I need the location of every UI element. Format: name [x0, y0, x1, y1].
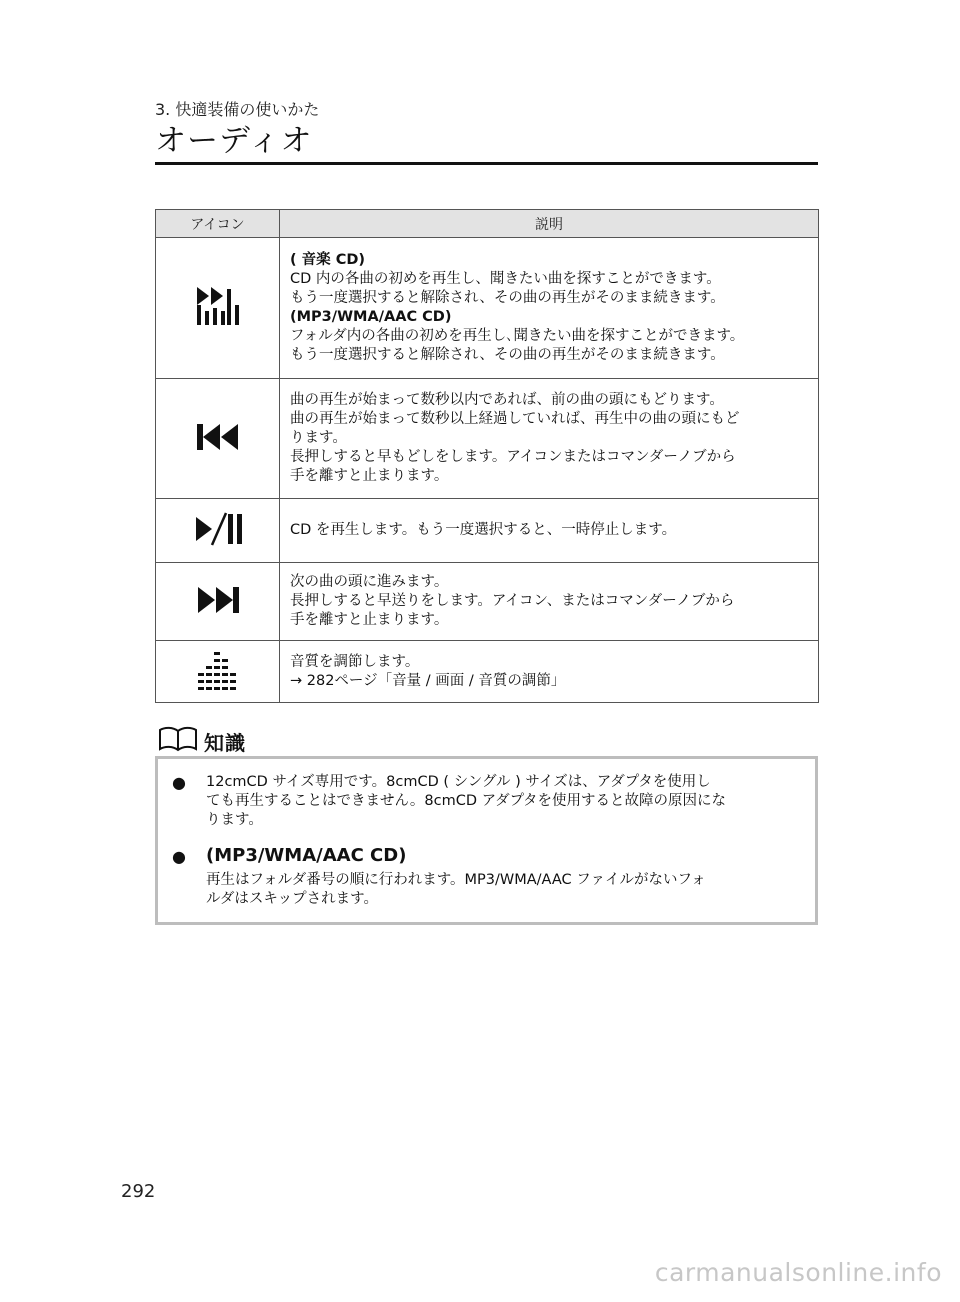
list-item	[172, 773, 802, 830]
table-row	[156, 641, 819, 703]
knowledge-heading	[158, 727, 246, 755]
icon-cell	[156, 379, 280, 499]
section-title: オーディオ	[155, 123, 313, 159]
description-cell	[280, 563, 819, 641]
description-cell	[280, 379, 819, 499]
header-rule	[155, 162, 818, 165]
knowledge-line: 再生はフォルダ番号の順に行われます。MP3/WMA/AAC ファイルがないフォ	[206, 872, 706, 888]
page-reference-link[interactable]: → 282ページ「音量 / 画面 / 音質の調節」	[290, 672, 566, 689]
knowledge-item-title: (MP3/WMA/AAC CD)	[206, 845, 407, 866]
desc-line: 長押しすると早送りをします。アイコン、またはコマンダーノブから	[290, 593, 735, 609]
desc-line: 手を離すと止まります。	[290, 468, 449, 484]
previous-track-icon	[195, 437, 241, 456]
desc-line: もう一度選択すると解除され、その曲の再生がそのまま続きます。	[290, 290, 725, 306]
desc-line: もう一度選択すると解除され、その曲の再生がそのまま続きます。	[290, 347, 725, 363]
desc-line: CD を再生します。もう一度選択すると、一時停止します。	[290, 522, 677, 538]
icon-cell	[156, 499, 280, 563]
desc-line: 次の曲の頭に進みます。	[290, 574, 449, 590]
table-row	[156, 238, 819, 379]
desc-line: 長押しすると早もどしをします。アイコンまたはコマンダーノブから	[290, 449, 736, 465]
knowledge-line: ルダはスキップされます。	[206, 891, 378, 907]
page-number: 292	[121, 1181, 156, 1202]
next-track-icon	[195, 600, 241, 619]
bullet: ●	[172, 773, 186, 792]
desc-line: 曲の再生が始まって数秒以内であれば、前の曲の頭にもどります。	[290, 392, 724, 408]
page-header	[155, 100, 817, 160]
desc-line: ります。	[290, 430, 347, 446]
desc-line: CD 内の各曲の初めを再生し、聞きたい曲を探すことができます。	[290, 271, 721, 287]
icon-description-table	[155, 209, 819, 703]
list-item	[172, 845, 802, 909]
icon-cell	[156, 238, 280, 379]
description-cell	[280, 499, 819, 563]
chapter-heading: 3. 快適装備の使いかた	[155, 100, 320, 119]
knowledge-box	[155, 756, 818, 925]
knowledge-line: 12cmCD サイズ専用です。8cmCD ( シングル ) サイズは、アダプタを使用し	[206, 774, 711, 790]
desc-line: 音質を調節します。	[290, 653, 420, 670]
book-icon	[158, 726, 198, 756]
table-row	[156, 499, 819, 563]
desc-line: フォルダ内の各曲の初めを再生し､聞きたい曲を探すことができます。	[290, 328, 745, 344]
knowledge-label: 知識	[204, 730, 246, 755]
knowledge-line: ります。	[206, 812, 263, 828]
column-header-icon: アイコン	[156, 210, 280, 238]
desc-line: 手を離すと止まります。	[290, 612, 449, 628]
desc-line: 曲の再生が始まって数秒以上経過していれば、再生中の曲の頭にもど	[290, 411, 740, 427]
column-header-description: 説明	[280, 210, 819, 238]
icon-cell	[156, 563, 280, 641]
description-cell	[280, 238, 819, 379]
sound-adjust-icon	[194, 675, 242, 694]
bullet: ●	[172, 847, 186, 866]
knowledge-line: ても再生することはできません。8cmCD アダプタを使用すると故障の原因にな	[206, 793, 727, 809]
desc-line: (MP3/WMA/AAC CD)	[290, 309, 452, 325]
scan-icon	[193, 312, 243, 331]
play-pause-icon	[190, 533, 246, 552]
watermark: carmanualsonline.info	[654, 1258, 942, 1287]
table-row	[156, 563, 819, 641]
desc-line: ( 音楽 CD)	[290, 252, 366, 268]
table-row	[156, 379, 819, 499]
description-cell	[280, 641, 819, 703]
table-header-row	[156, 210, 819, 238]
icon-cell	[156, 641, 280, 703]
